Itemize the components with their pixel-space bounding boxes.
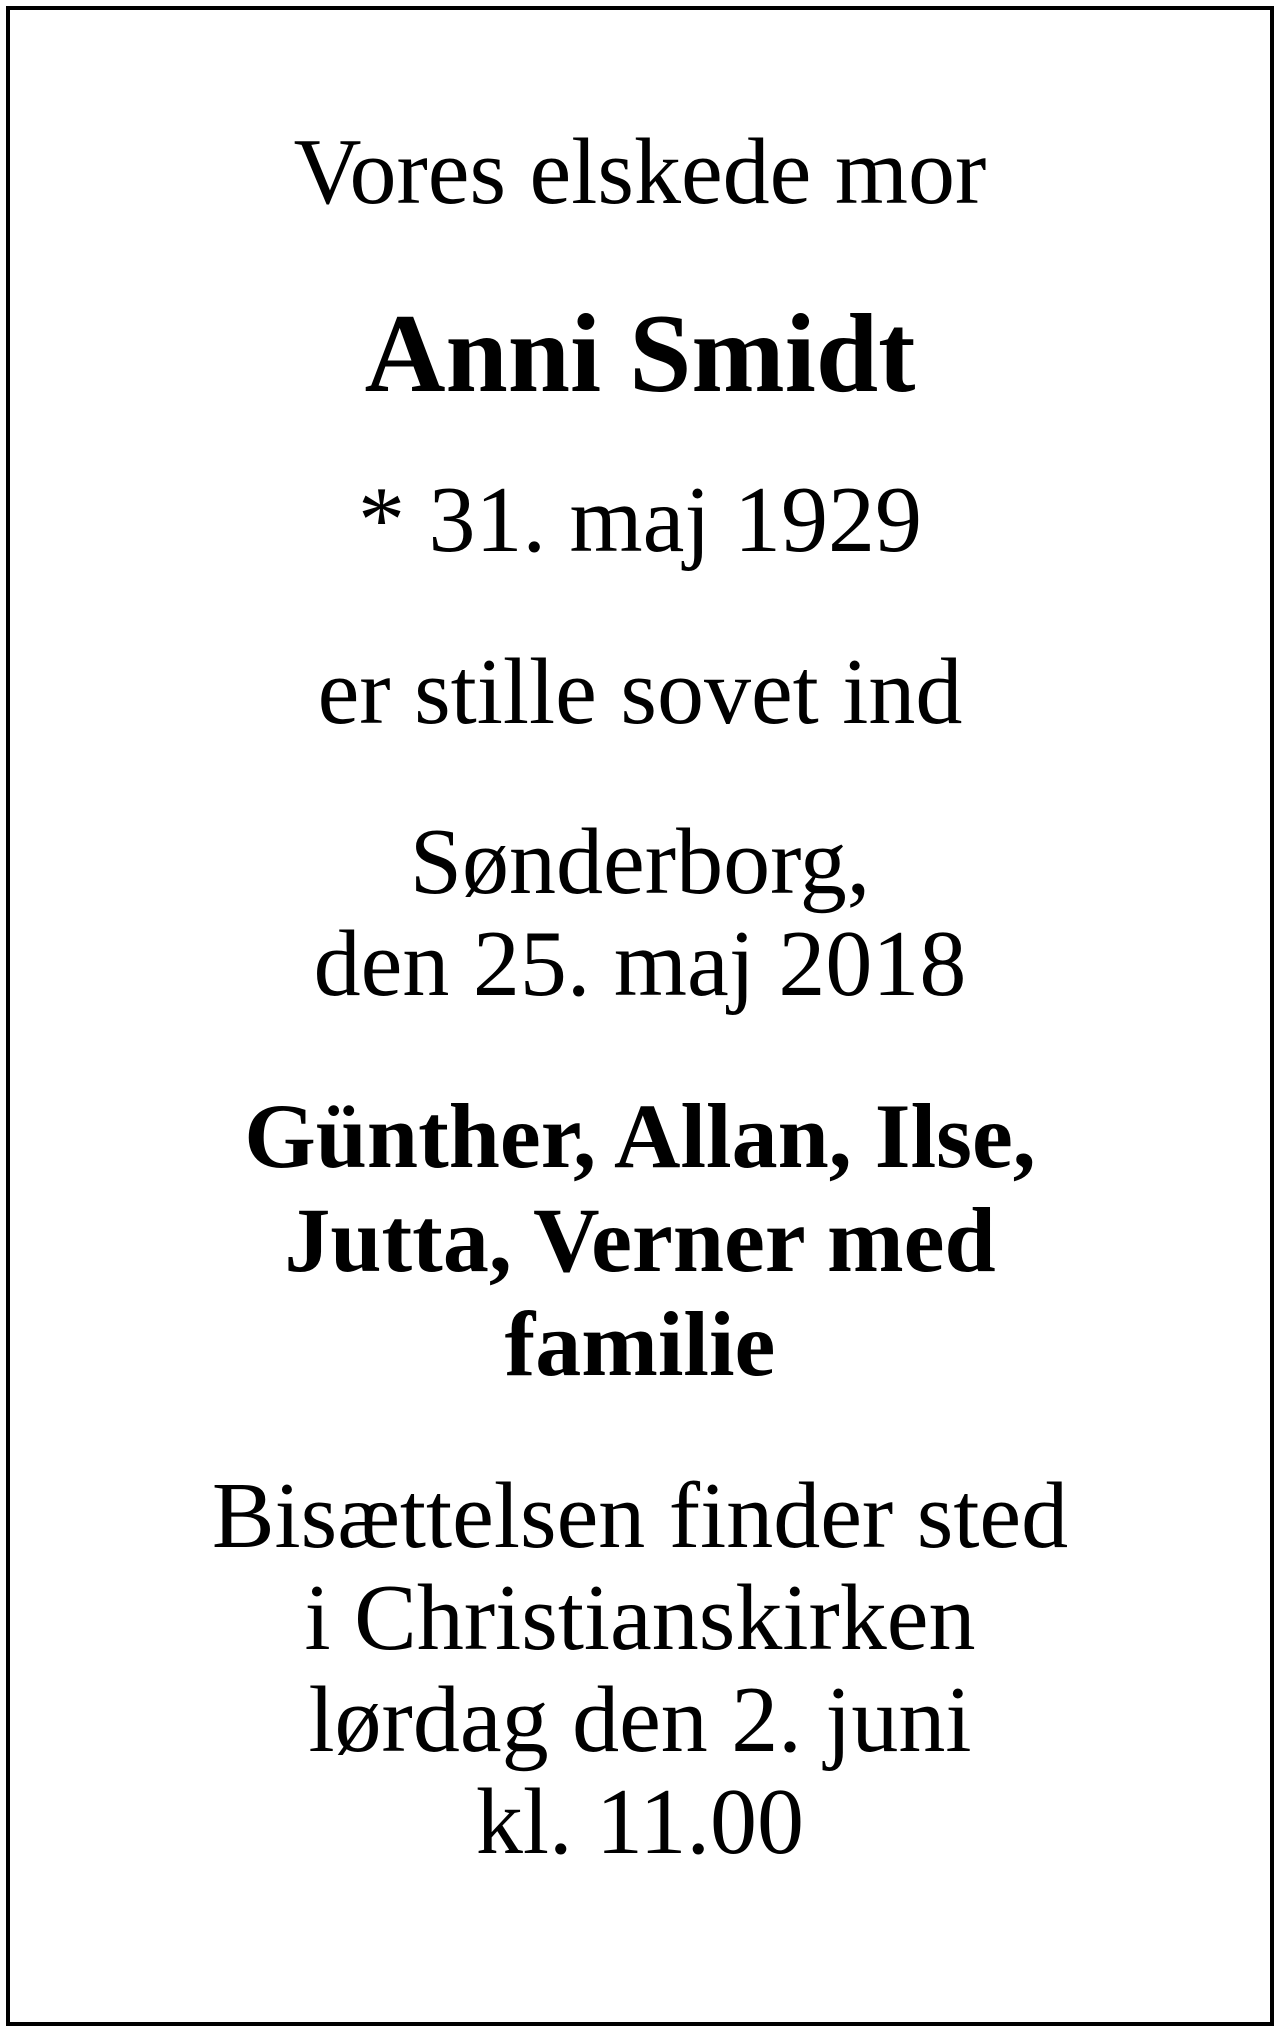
passing-line: er stille sovet ind (317, 640, 963, 744)
obituary-notice (6, 6, 1274, 2026)
birth-date: * 31. maj 1929 (358, 468, 922, 572)
intro-line: Vores elskede mor (293, 120, 987, 224)
funeral-line-1: Bisættelsen finder sted (211, 1464, 1069, 1568)
funeral-line-4: kl. 11.00 (475, 1770, 805, 1874)
death-date: den 25. maj 2018 (313, 912, 967, 1016)
place-line: Sønderborg, (409, 810, 871, 914)
funeral-line-3: lørdag den 2. juni (308, 1668, 972, 1772)
funeral-line-2: i Christianskirken (304, 1566, 976, 1670)
family-line-1: Günther, Allan, Ilse, (244, 1085, 1036, 1187)
deceased-name: Anni Smidt (364, 292, 916, 416)
family-line-2: Jutta, Verner med (284, 1189, 996, 1291)
family-line-3: familie (504, 1293, 776, 1395)
